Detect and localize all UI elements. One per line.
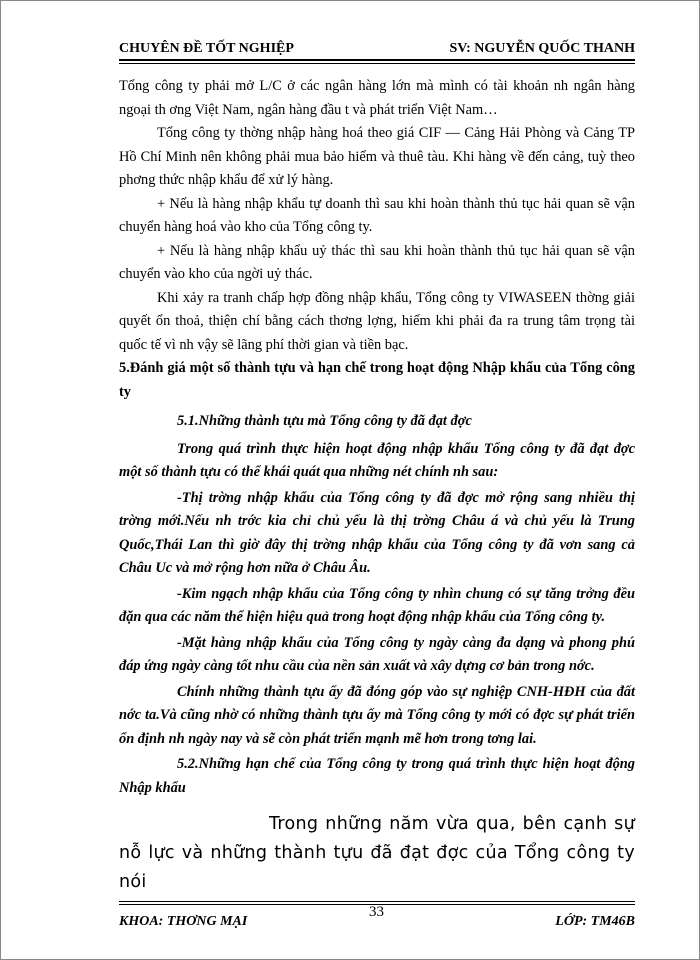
footer-class: LỚP: TM46B xyxy=(555,914,635,929)
header-title: CHUYÊN ĐỀ TỐT NGHIỆP xyxy=(119,41,294,56)
paragraph-turnover: -Kim ngạch nhập khẩu của Tổng công ty nhìn chung có sự tăng trởng đều đặn qua các năm thể hiện hiệu quả trong hoạt động nhập khẩu của Tổng công ty. xyxy=(119,585,635,625)
page-footer xyxy=(119,901,635,932)
footer-faculty: KHOA: THƠNG MẠI xyxy=(119,914,248,929)
header-rule xyxy=(119,63,635,64)
paragraph-markets: -Thị trờng nhập khẩu của Tổng công ty đã đợc mở rộng sang nhiều thị trờng mới.Nếu nh trớc kia chỉ chủ yếu là thị trờng Châu á và chủ yếu là Trung Quốc,Thái Lan thì giờ đây thị trờng nhập khẩu của Tổng công ty đã vơn sang cả Châu Uc và mở rộng hơn nữa ở Châu Âu. xyxy=(119,489,635,576)
paragraph-products: -Mặt hàng nhập khẩu của Tổng công ty ngày càng đa dạng và phong phú đáp ứng ngày càng tốt nhu cầu của nền sản xuất và xây dựng cơ bản trong nớc. xyxy=(119,634,635,674)
paragraph-lc: Tổng công ty phải mở L/C ở các ngân hàng lớn mà mình có tài khoản nh ngân hàng ngoại th ơng Việt Nam, ngân hàng đầu t và phát triển Việt Nam… xyxy=(119,78,635,118)
paragraph-cif: Tổng công ty thờng nhập hàng hoá theo giá CIF — Cảng Hải Phòng và Cảng TP Hồ Chí Minh nên không phải mua bảo hiểm và thuê tàu. Khi hàng về đến cảng, tuỳ theo phơng thức nhập khẩu để xử lý hàng. xyxy=(119,125,635,188)
paragraph-limitations-intro: Trong những năm vừa qua, bên cạnh sự nỗ lực và những thành tựu đã đạt đợc của Tổng công ty nói xyxy=(119,814,635,892)
page-number: 33 xyxy=(369,904,384,920)
header-author: SV: NGUYỄN QUỐC THANH xyxy=(449,41,635,56)
paragraph-contribution: Chính những thành tựu ấy đã đóng góp vào sự nghiệp CNH-HĐH của đất nớc ta.Và cũng nhờ có những thành tựu ấy mà Tổng công ty mới có đợc sự phát triển ổn định nh ngày nay và sẽ còn phát triển mạnh mẽ hơn trong tơng lai. xyxy=(119,683,635,747)
document-body xyxy=(119,75,635,897)
paragraph-disputes: Khi xảy ra tranh chấp hợp đồng nhập khẩu, Tổng công ty VIWASEEN thờng giải quyết ổn thoả, thiện chí bằng cách thơng lợng, hiếm khi phải đa ra trung tâm trọng tài quốc tế vì nh vậy sẽ lãng phí thời gian và tiền bạc. xyxy=(119,289,635,353)
paragraph-entrusted-import: + Nếu là hàng nhập khẩu uỷ thác thì sau khi hoàn thành thủ tục hải quan sẽ vận chuyển vào kho của ngời uỷ thác. xyxy=(119,242,635,282)
subsection-heading-5-1: 5.1.Những thành tựu mà Tổng công ty đã đạt đợc xyxy=(177,413,472,429)
paragraph-self-import: + Nếu là hàng nhập khẩu tự doanh thì sau khi hoàn thành thủ tục hải quan sẽ vận chuyển hàng hoá vào kho của Tổng công ty. xyxy=(119,195,635,235)
subsection-heading-5-2: 5.2.Những hạn chế của Tổng công ty trong quá trình thực hiện hoạt động Nhập khẩu xyxy=(119,756,635,796)
page-header xyxy=(119,39,635,61)
paragraph-achievements-intro: Trong quá trình thực hiện hoạt động nhập khẩu Tổng công ty đã đạt đợc một số thành tựu có thể khái quát qua những nét chính nh sau: xyxy=(119,440,635,480)
section-heading-5: 5.Đánh giá một số thành tựu và hạn chế trong hoạt động Nhập khẩu của Tổng công ty xyxy=(119,360,635,400)
